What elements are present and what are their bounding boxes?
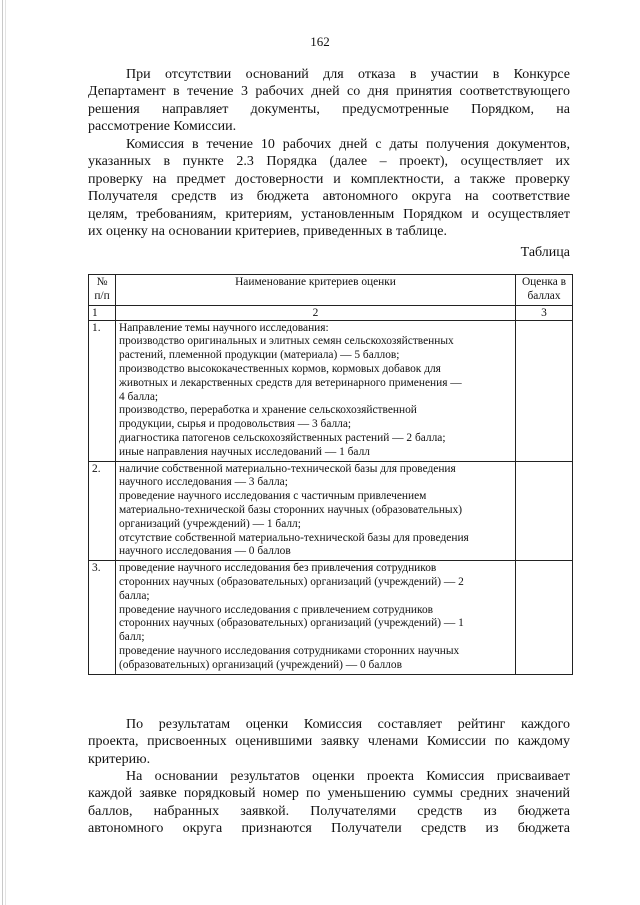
criteria-line: научного исследования — 3 балла; bbox=[119, 476, 288, 489]
index-cell: 3 bbox=[516, 305, 573, 320]
score-cell bbox=[516, 461, 573, 561]
criteria-cell bbox=[116, 561, 516, 674]
paragraph-ranking bbox=[88, 768, 570, 838]
criteria-line: производство оригинальных и элитных семян сельскохозяйственных bbox=[119, 335, 454, 348]
paragraph-submission bbox=[88, 66, 570, 136]
criteria-line: (образовательных) организаций (учреждений) — 0 баллов bbox=[119, 658, 402, 671]
criteria-line: сторонних научных (образовательных) организаций (учреждений) — 2 bbox=[119, 575, 464, 588]
criteria-line: материально-технической базы сторонних научных (образовательных) bbox=[119, 503, 463, 516]
text-line: автономного округа признаются Получатели средств из бюджета bbox=[88, 821, 570, 837]
criteria-line: производство высококачественных кормов, кормовых добавок для bbox=[119, 362, 441, 375]
text-line: указанных в пункте 2.3 Порядка (далее – проект), осуществляет их bbox=[88, 154, 570, 170]
header-number: № п/п bbox=[89, 275, 116, 306]
page-edge-shadow-inner bbox=[5, 0, 6, 905]
text-line: Комиссия в течение 10 рабочих дней с даты получения документов, bbox=[126, 137, 570, 152]
score-cell bbox=[516, 561, 573, 674]
text-line: их оценку на основании критериев, приведенных в таблице. bbox=[88, 224, 447, 240]
criteria-cell bbox=[116, 320, 516, 461]
page-edge-shadow bbox=[2, 0, 3, 905]
criteria-line: иные направления научных исследований — 1 балл bbox=[119, 445, 370, 458]
header-criteria: Наименование критериев оценки bbox=[116, 275, 516, 306]
criteria-line: продукции, сырья и продовольствия — 3 балла; bbox=[119, 418, 352, 431]
text-line: проверку на предмет достоверности и комплектности, а также проверку bbox=[88, 171, 570, 187]
criteria-line: балл; bbox=[119, 631, 145, 644]
text-line: При отсутствии оснований для отказа в участии в Конкурсе bbox=[126, 67, 570, 82]
criteria-line: производство, переработка и хранение сельскохозяйственной bbox=[119, 404, 417, 417]
criteria-line: отсутствие собственной материально-технической базы для проведения bbox=[119, 531, 469, 544]
criteria-line: животных и лекарственных средств для ветеринарного применения — bbox=[119, 376, 462, 389]
table-row bbox=[89, 320, 573, 461]
header-score: Оценка в баллах bbox=[516, 275, 573, 306]
criteria-line: научного исследования — 0 баллов bbox=[119, 545, 291, 558]
text-line: критерию. bbox=[88, 751, 151, 767]
row-number: 3. bbox=[89, 561, 116, 674]
criteria-line: организаций (учреждений) — 1 балл; bbox=[119, 517, 301, 530]
criteria-line: наличие собственной материально-технической базы для проведения bbox=[119, 462, 456, 475]
text-line: баллов, набранных заявкой. Получателями средств из бюджета bbox=[88, 803, 570, 819]
text-line: Департамент в течение 3 рабочих дней со дня принятия соответствующего bbox=[88, 84, 570, 100]
criteria-line: растений, племенной продукции (материала) — 5 баллов; bbox=[119, 349, 400, 362]
text-line: решения направляет документы, предусмотренные Порядком, на bbox=[88, 101, 570, 117]
table-row bbox=[89, 561, 573, 674]
criteria-line: Направление темы научного исследования: bbox=[119, 321, 329, 334]
paragraph-commission-review bbox=[88, 136, 570, 240]
row-number: 1. bbox=[89, 320, 116, 461]
text-line: целям, требованиям, критериям, установленным Порядком и осуществляет bbox=[88, 206, 570, 222]
score-cell bbox=[516, 320, 573, 461]
criteria-line: 4 балла; bbox=[119, 390, 159, 403]
text-line: По результатам оценки Комиссия составляет рейтинг каждого bbox=[126, 717, 570, 732]
page-number: 162 bbox=[310, 34, 330, 49]
criteria-line: диагностика патогенов сельскохозяйственных растений — 2 балла; bbox=[119, 431, 446, 444]
row-number: 2. bbox=[89, 461, 116, 561]
table-caption: Таблица bbox=[520, 245, 570, 260]
text-line: каждой заявке порядковый номер по уменьшению суммы средних значений bbox=[88, 786, 570, 802]
text-line: На основании результатов оценки проекта Комиссия присваивает bbox=[126, 769, 570, 784]
criteria-cell bbox=[116, 461, 516, 561]
criteria-line: проведение научного исследования без привлечения сотрудников bbox=[119, 562, 437, 575]
table-row bbox=[89, 461, 573, 561]
table-header-row bbox=[89, 275, 573, 306]
criteria-line: балла; bbox=[119, 589, 150, 602]
text-line: Получателя средств из бюджета автономного округа на соответствие bbox=[88, 189, 570, 205]
text-line: проекта, присвоенных оценившими заявку членами Комиссии по каждому bbox=[88, 734, 570, 750]
index-cell: 1 bbox=[89, 305, 116, 320]
criteria-line: проведение научного исследования с частичным привлечением bbox=[119, 490, 427, 503]
criteria-line: проведение научного исследования с привлечением сотрудников bbox=[119, 603, 434, 616]
text-line: рассмотрение Комиссии. bbox=[88, 119, 237, 135]
criteria-line: проведение научного исследования сотрудниками сторонних научных bbox=[119, 644, 460, 657]
criteria-line: сторонних научных (образовательных) организаций (учреждений) — 1 bbox=[119, 617, 464, 630]
criteria-table bbox=[88, 274, 573, 675]
table-index-row bbox=[89, 305, 573, 320]
paragraph-rating bbox=[88, 716, 570, 768]
index-cell: 2 bbox=[116, 305, 516, 320]
